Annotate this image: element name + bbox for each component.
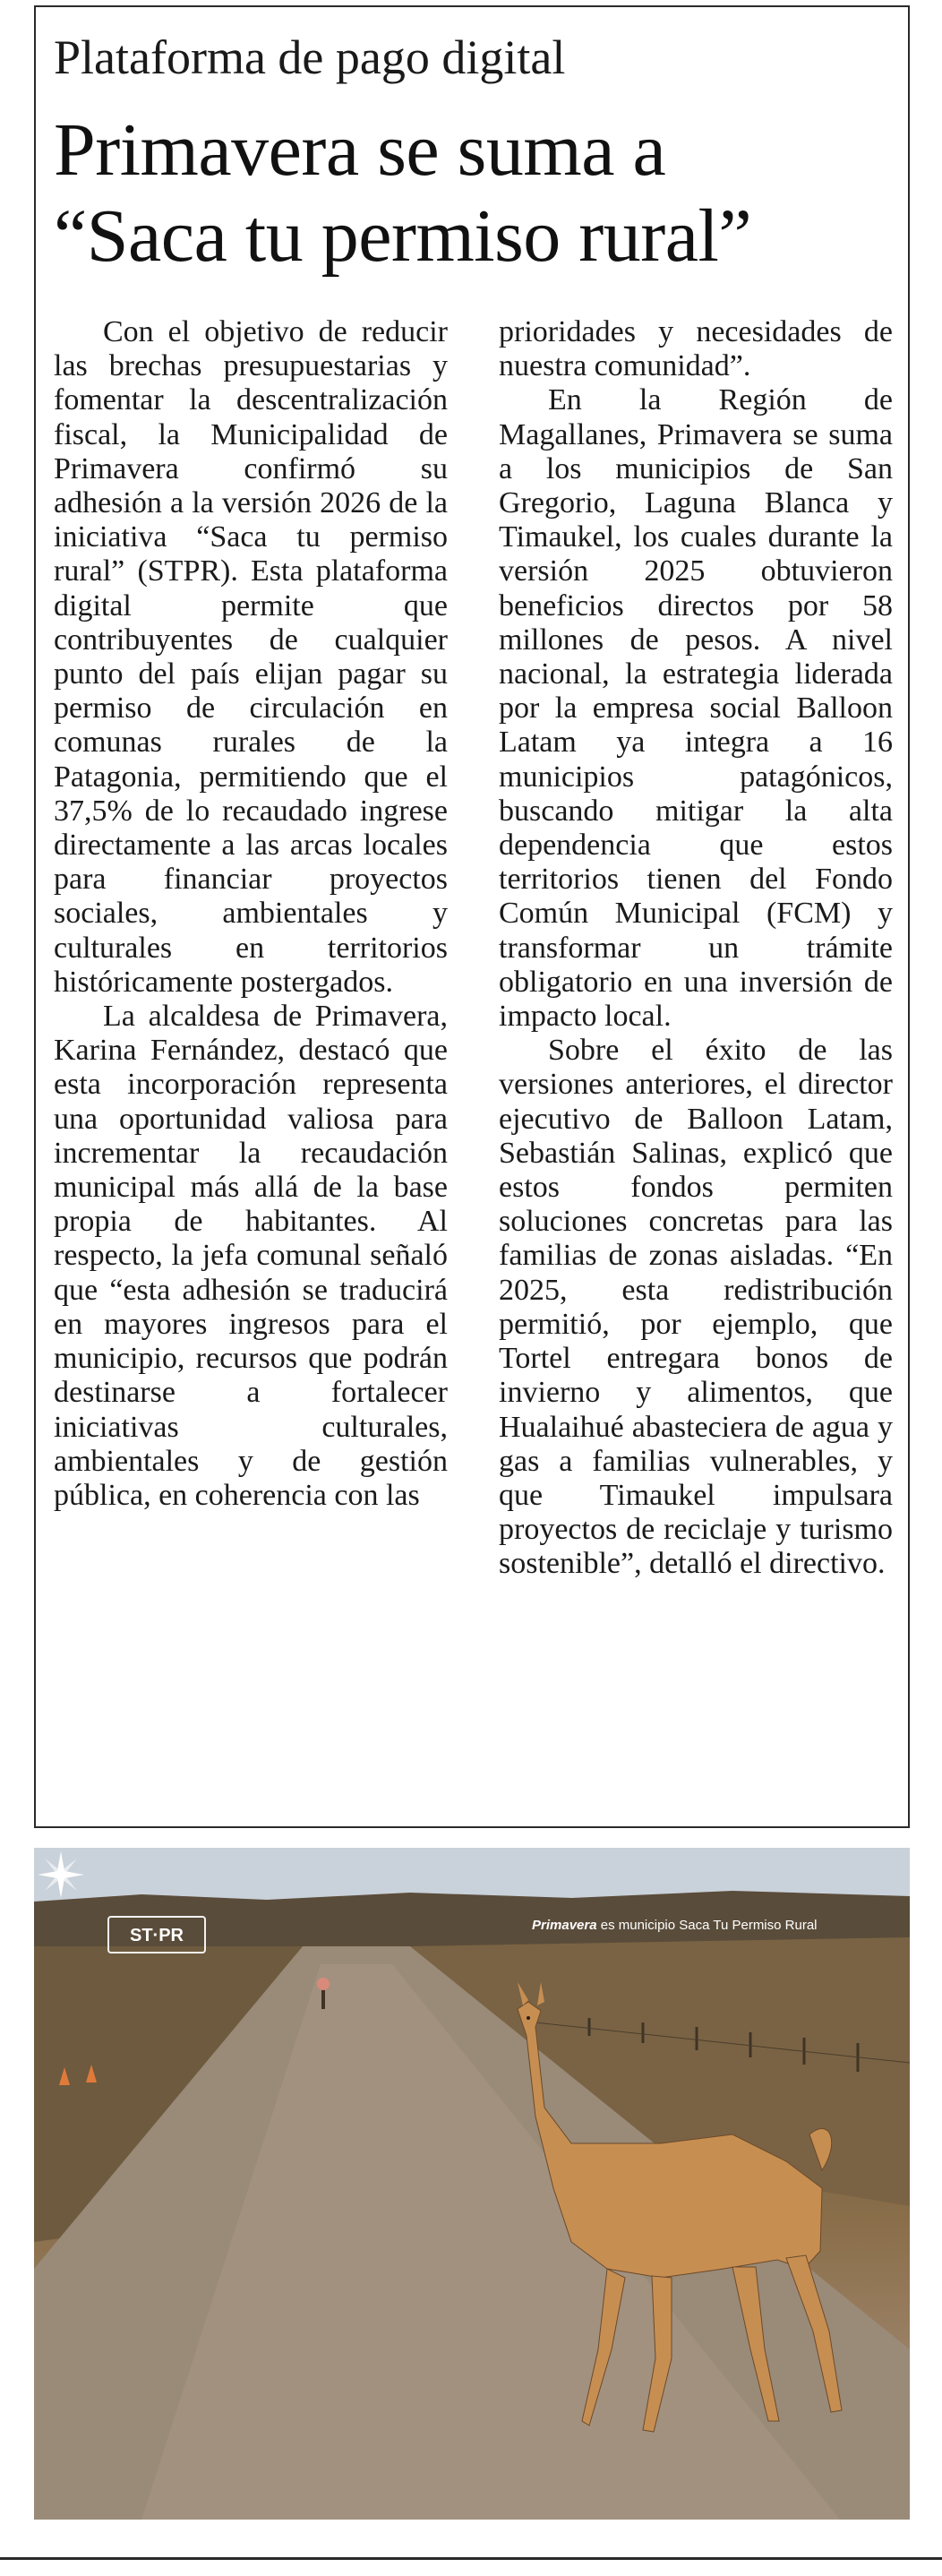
photo-caption xyxy=(532,1918,818,1933)
article-kicker: Plataforma de pago digital xyxy=(54,30,566,84)
headline-line-2: “Saca tu permiso rural” xyxy=(54,194,752,278)
stpr-logo: ST·PR xyxy=(107,1916,206,1953)
paragraph-4: Sobre el éxito de las versiones anteriores, el director ejecutivo de Balloon Latam, Sebastián Salinas, explicó que estos fondos permiten soluciones concretas para las familias de zonas aisladas. “En 2025, esta redistribución permitió, por ejemplo, que Tortel entregara bonos de invierno y alimentos, que Hualaihué abasteciera de agua y gas a familias vulnerables, y que Timaukel impulsara proyectos de reciclaje y turismo sostenible”, detalló el directivo. xyxy=(499,1034,893,1581)
page-bottom-rule xyxy=(0,2557,942,2560)
right-column xyxy=(499,315,893,1582)
photo-caption-rest: es municipio Saca Tu Permiso Rural xyxy=(596,1918,818,1933)
headline-line-1: Primavera se suma a xyxy=(54,108,666,192)
paragraph-1: Con el objetivo de reducir las brechas presupuestarias y fomentar la descentralización fiscal, la Municipalidad de Primavera confirmó su adhesión a la versión 2026 de la iniciativa “Saca tu permiso rural” (STPR). Esta plataforma digital permite que contribuyentes de cualquier punto del país elijan pagar su permiso de circulación en comunas rurales de la Patagonia, permitiendo que el 37,5% de lo recaudado ingrese directamente a las arcas locales para financiar proyectos sociales, ambientales y culturales en territorios históricamente postergados. xyxy=(54,315,448,999)
photo-caption-bold: Primavera xyxy=(532,1918,597,1933)
compass-star-icon xyxy=(34,1848,88,1902)
left-column xyxy=(54,315,448,1513)
article-headline xyxy=(54,107,751,279)
paragraph-3: En la Región de Magallanes, Primavera se suma a los municipios de San Gregorio, Laguna Blanca y Timaukel, los cuales durante la versión 2025 obtuvieron beneficios directos por 58 millones de pesos. A nivel nacional, la estrategia liderada por la empresa social Balloon Latam ya integra a 16 municipios patagónicos, buscando mitigar la alta dependencia que estos territorios tienen del Fondo Común Municipal (FCM) y transformar un trámite obligatorio en una inversión de impacto local. xyxy=(499,383,893,1034)
paragraph-2-continued: prioridades y necesidades de nuestra comunidad”. xyxy=(499,315,893,383)
paragraph-2: La alcaldesa de Primavera, Karina Fernández, destacó que esta incorporación representa una oportunidad valiosa para incrementar la recaudación municipal más allá de la base propia de habitantes. Al respecto, la jefa comunal señaló que “esta adhesión se traducirá en mayores ingresos para el municipio, recursos que podrán destinarse a fortalecer iniciativas culturales, ambientales y de gestión pública, en coherencia con las xyxy=(54,1000,448,1512)
article-photo-guanaco xyxy=(34,1848,910,2520)
